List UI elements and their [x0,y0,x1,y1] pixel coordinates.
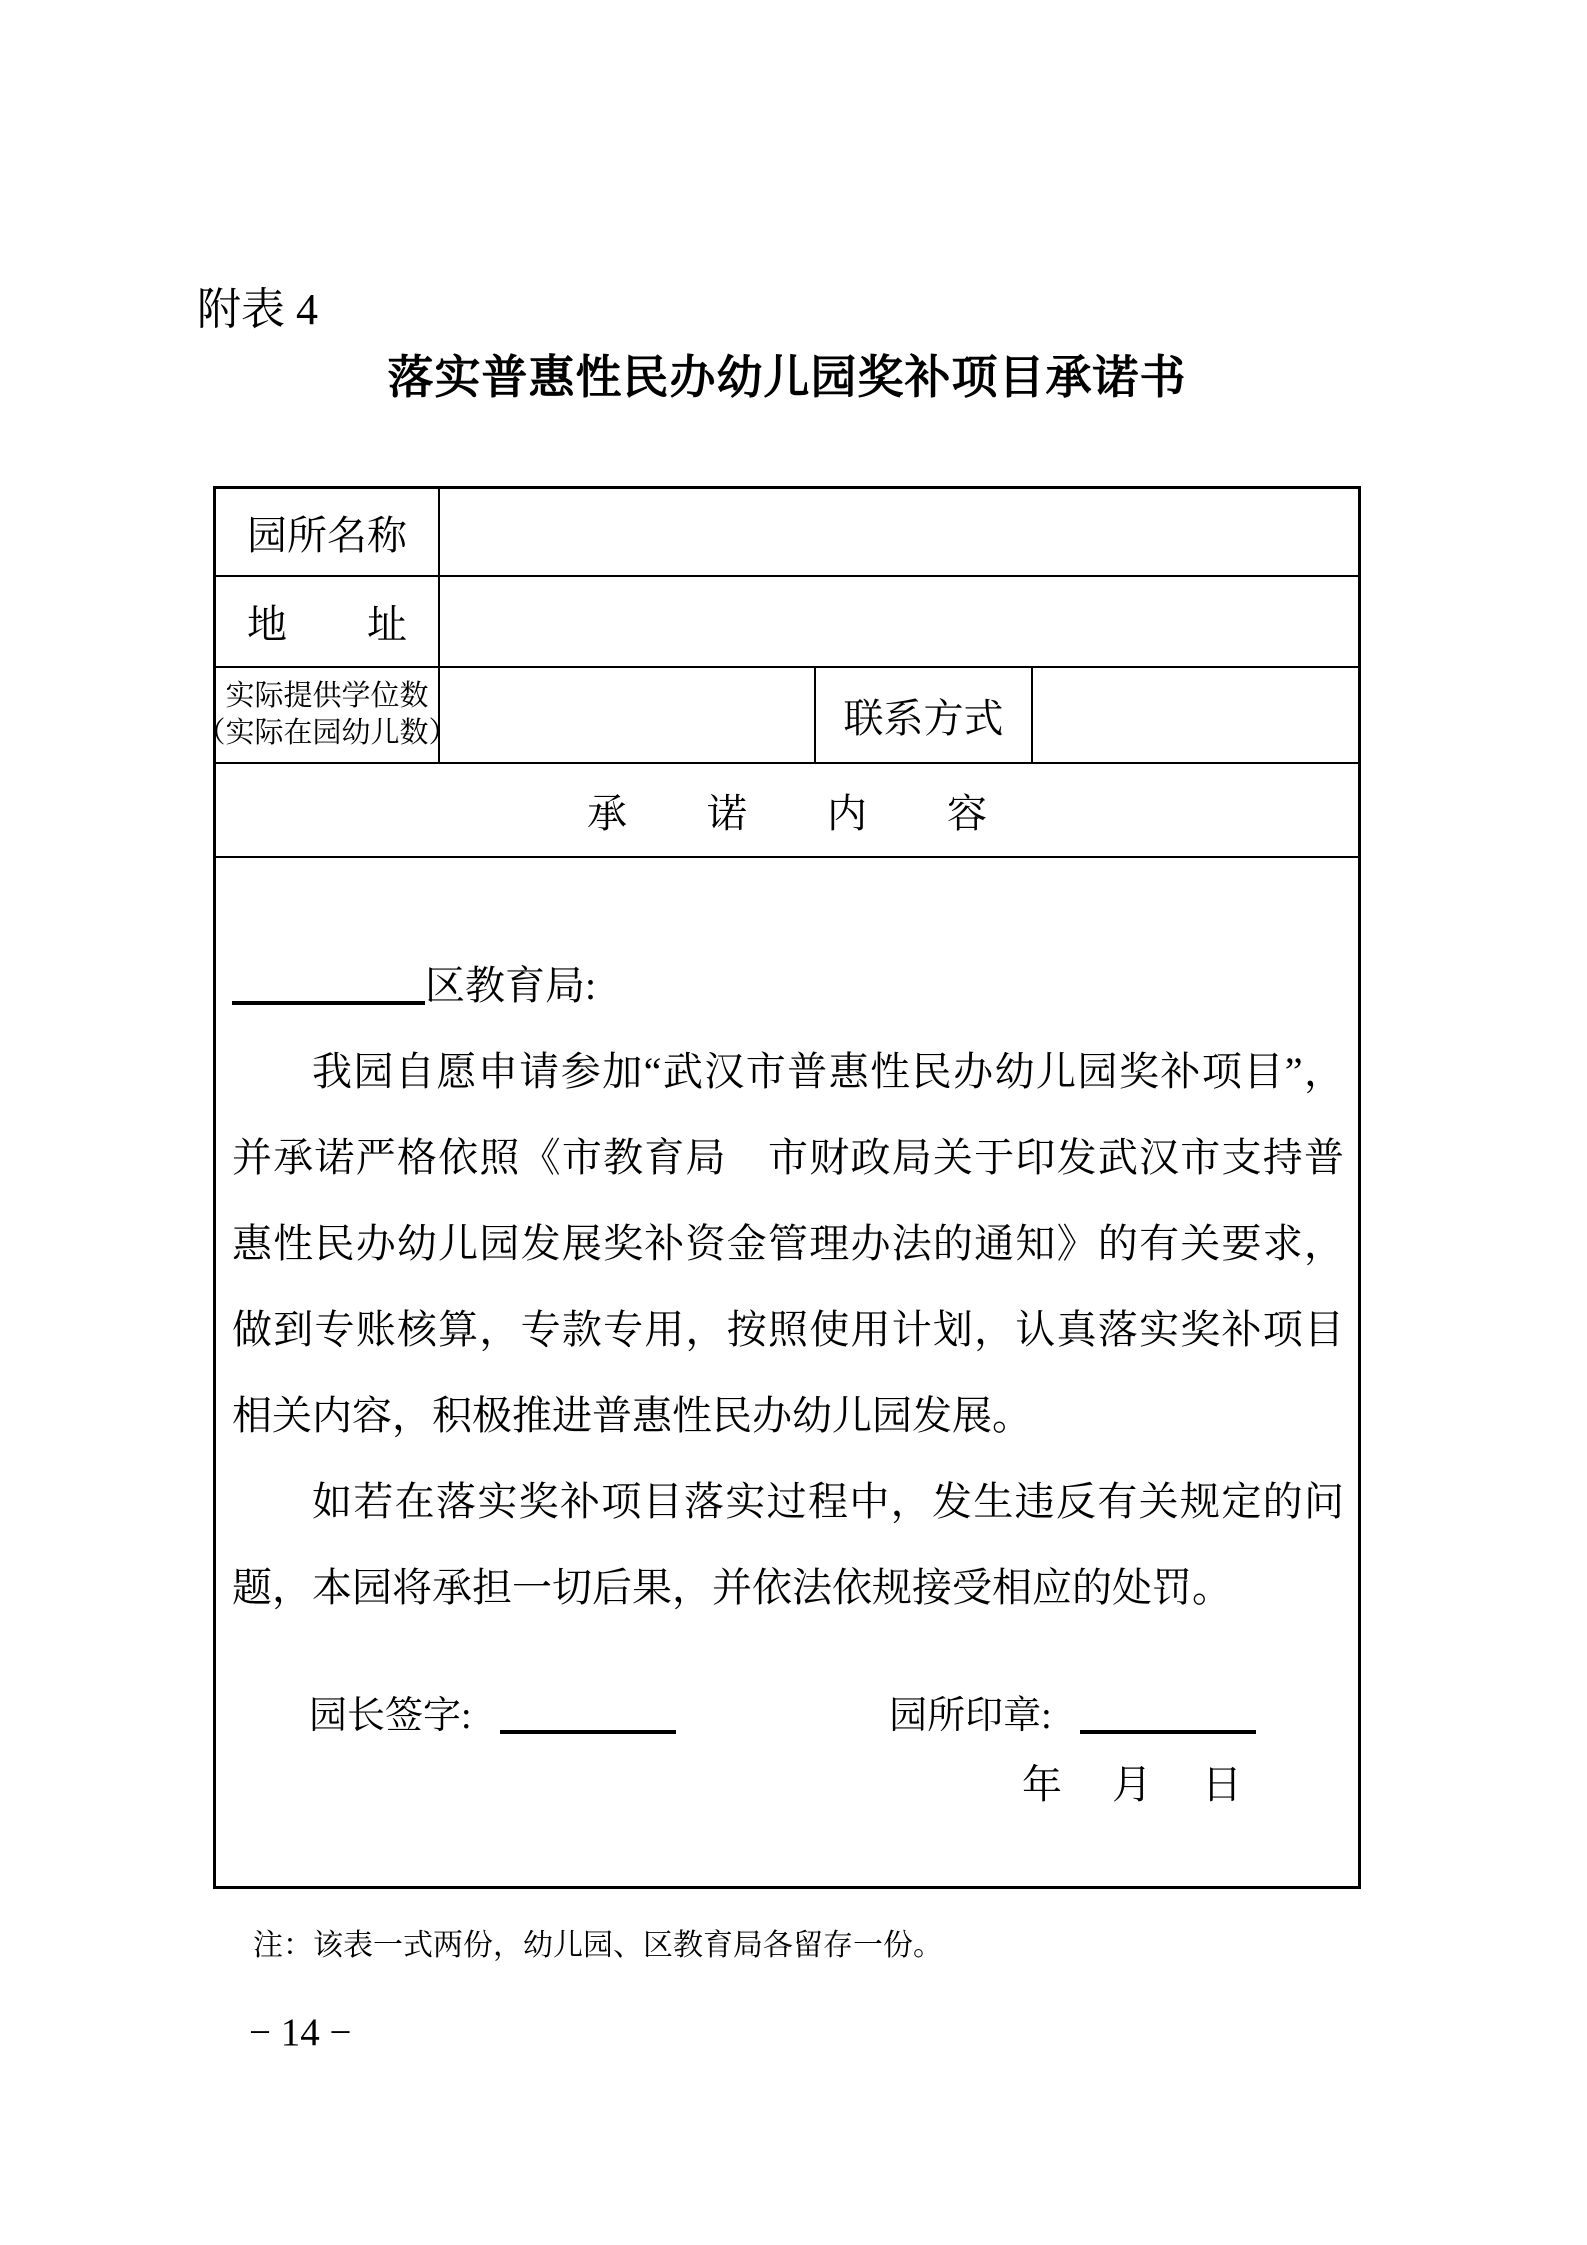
contact-value-cell [1033,668,1358,762]
signature-row [232,1673,1344,1759]
commitment-content-header: 承 诺 内 容 [587,790,987,836]
seats-value-cell [440,668,816,762]
salutation-text: 区教育局: [425,963,597,1008]
salutation-line [232,943,1344,1029]
seats-label [196,668,458,762]
attachment-label: 附表 4 [197,285,318,334]
kindergarten-name-label: 园所名称 [216,489,440,575]
salutation-blank-line [232,965,425,1005]
table-row-address [216,577,1358,668]
seats-label-line2: （实际在园幼儿数） [196,717,458,749]
kindergarten-name-value-cell [440,489,1358,575]
address-label: 地 址 [216,577,440,666]
table-row-kindergarten-name [216,489,1358,577]
address-value-cell [440,577,1358,666]
contact-label: 联系方式 [816,668,1033,762]
principal-signature-group [309,1695,685,1737]
seal-label: 园所印章: [889,1695,1052,1737]
commitment-form-table [196,486,1361,1889]
commitment-paragraph-2: 如若在落实奖补项目落实过程中，发生违反有关规定的问题，本园将承担一切后果，并依法依规接受相应的处罚。 [232,1479,1344,1610]
principal-signature-blank-line [500,1694,676,1734]
table-row-seats-contact [196,668,1358,764]
page-number: − 14 − [249,2011,352,2054]
document-title: 落实普惠性民办幼儿园奖补项目承诺书 [387,350,1187,404]
date-line: 年 月 日 [1022,1762,1242,1807]
commitment-content-cell [216,858,1358,1886]
seal-blank-line [1080,1694,1256,1734]
seats-label-line1: 实际提供学位数 [225,680,429,712]
commitment-paragraph-1: 我园自愿申请参加“武汉市普惠性民办幼儿园奖补项目”，并承诺严格依照《市教育局 市财政局关于印发武汉市支持普惠性民办幼儿园发展奖补资金管理办法的通知》的有关要求，做到专账核算，专款专用，按照使用计划，认真落实奖补项目相关内容，积极推进普惠性民办幼儿园发展。 [232,1049,1344,1438]
seal-group [889,1695,1256,1737]
table-row-section-header [216,764,1358,858]
footnote: 注：该表一式两份，幼儿园、区教育局各留存一份。 [253,1929,943,1962]
principal-signature-label: 园长签字: [309,1695,472,1737]
